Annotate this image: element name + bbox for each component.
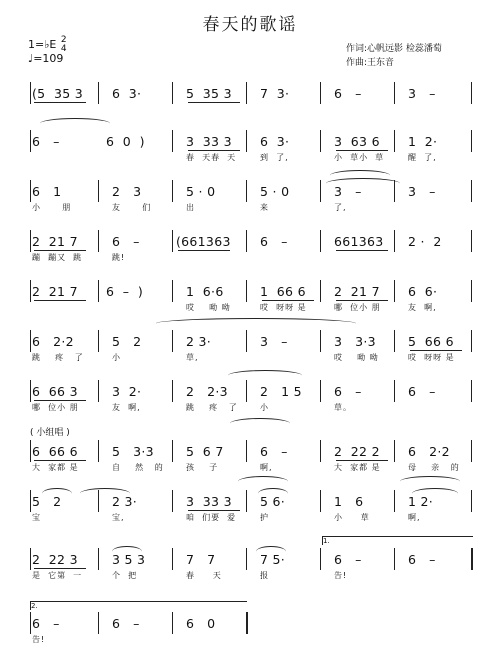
measure-notes: (5 35 3	[32, 86, 84, 101]
barline	[30, 230, 31, 252]
staff-row	[30, 130, 472, 170]
beam-underline	[34, 460, 86, 461]
measure-notes: 3 –	[334, 184, 362, 199]
barline	[30, 548, 31, 570]
measure-notes: 3 33 3	[186, 494, 232, 509]
measure-notes: 3 63 6	[334, 134, 380, 149]
lyricist-credit: 作词:心帆远影 检蕊潘萄	[346, 44, 442, 54]
measure-notes: 2 22 3	[32, 552, 78, 567]
beam-underline	[34, 300, 86, 301]
barline	[471, 440, 472, 462]
measure-notes: 1 2·	[408, 494, 434, 509]
barline	[320, 490, 321, 512]
slur-arc	[42, 488, 72, 499]
lyric-text: 啊,	[260, 463, 273, 472]
barline	[246, 180, 247, 202]
lyric-text: 孩 子	[186, 463, 219, 472]
staff-row	[30, 180, 472, 220]
lyric-text: 草,	[186, 353, 199, 362]
barline	[471, 380, 472, 402]
measure-notes: 2 21 7	[32, 284, 78, 299]
barline	[394, 380, 395, 402]
beam-underline	[188, 150, 240, 151]
lyric-text: 小 草	[334, 513, 370, 522]
measure-notes: 6 –	[408, 552, 436, 567]
measure-notes: 1 6·6	[186, 284, 224, 299]
barline	[30, 82, 31, 104]
barline	[246, 440, 247, 462]
beam-underline	[34, 400, 86, 401]
barline	[172, 280, 173, 302]
lyric-text: 告!	[334, 571, 348, 580]
measure-notes: 1 6	[334, 494, 364, 509]
measure-notes: 6 – )	[106, 284, 144, 299]
beam-underline	[34, 250, 86, 251]
lyric-text: 友 啊,	[112, 403, 141, 412]
barline	[246, 130, 247, 152]
lyric-text: 跳 疼 了	[186, 403, 238, 412]
measure-notes: 2 22 2	[334, 444, 380, 459]
song-title: 春天的歌谣	[202, 15, 298, 35]
barline	[172, 548, 173, 570]
volta-bracket-2	[30, 601, 247, 610]
key-label: 1=♭E	[28, 38, 57, 51]
measure-notes: 6 0 )	[106, 134, 145, 149]
barline	[30, 612, 31, 634]
lyric-text: 哪 位小 朋	[334, 303, 381, 312]
lyric-text: 哎 呀呀 是	[260, 303, 307, 312]
lyric-text: 个 把	[112, 571, 138, 580]
measure-notes: 3 –	[408, 86, 436, 101]
barline	[172, 230, 173, 252]
barline	[320, 180, 321, 202]
barline	[98, 440, 99, 462]
beam-underline	[188, 510, 240, 511]
barline	[246, 490, 247, 512]
lyric-text: 蹦 蹦又 跳	[32, 253, 83, 262]
barline	[394, 230, 395, 252]
beam-underline	[34, 102, 86, 103]
barline	[320, 380, 321, 402]
barline	[320, 330, 321, 352]
lyric-text: 草。	[334, 403, 352, 412]
measure-notes: 5 2	[32, 494, 62, 509]
measure-notes: 5 · 0	[260, 184, 290, 199]
lyric-text: 是 它第 一	[32, 571, 83, 580]
staff-row	[30, 380, 472, 420]
beam-underline	[336, 300, 388, 301]
measure-notes: 2 1 5	[260, 384, 302, 399]
measure-notes: 6 –	[112, 616, 140, 631]
measure-notes: 5 6 7	[186, 444, 224, 459]
measure-notes: 3 3·3	[334, 334, 376, 349]
measure-notes: 3 5 3	[112, 552, 146, 567]
barline	[30, 180, 31, 202]
lyric-text: 自 然 的	[112, 463, 164, 472]
barline	[394, 330, 395, 352]
staff-row	[30, 612, 472, 652]
barline	[320, 440, 321, 462]
barline	[246, 380, 247, 402]
measure-notes: 7 5·	[260, 552, 286, 567]
measure-notes: 3 2·	[112, 384, 142, 399]
barline	[30, 380, 31, 402]
slur-arc	[256, 546, 286, 557]
slur-arc	[400, 476, 460, 487]
lyric-text: 小 朋	[32, 203, 72, 212]
beam-underline	[336, 250, 388, 251]
barline	[98, 280, 99, 302]
barline	[172, 612, 173, 634]
measure-notes: 2 · 2	[408, 234, 442, 249]
measure-notes: 6 –	[260, 444, 288, 459]
beam-underline	[262, 300, 314, 301]
lyric-text: 宝	[32, 513, 41, 522]
lyric-text: 春 天	[186, 571, 222, 580]
measure-notes: 6 –	[334, 384, 362, 399]
barline	[30, 490, 31, 512]
lyric-text: 春 天春 天	[186, 153, 237, 162]
measure-notes: 6 3·	[260, 134, 290, 149]
lyric-text: 出	[186, 203, 195, 212]
measure-notes: 7 7	[186, 552, 216, 567]
barline	[246, 82, 247, 104]
measure-notes: 3 –	[408, 184, 436, 199]
measure-notes: 2 3·	[186, 334, 212, 349]
measure-notes: 6 2·2	[408, 444, 450, 459]
barline	[471, 330, 472, 352]
lyric-text: 咱 们要 爱	[186, 513, 237, 522]
barline	[394, 130, 395, 152]
barline	[320, 548, 321, 570]
barline	[98, 230, 99, 252]
measure-notes: 5 6·	[260, 494, 286, 509]
barline	[320, 130, 321, 152]
beam-underline	[336, 460, 388, 461]
measure-notes: 5 · 0	[186, 184, 216, 199]
lyric-text: 哪 位小 朋	[32, 403, 79, 412]
lyric-text: 哎 呦 呦	[334, 353, 379, 362]
measure-notes: 2 3·	[112, 494, 138, 509]
barline	[320, 230, 321, 252]
measure-notes: 2 21 7	[32, 234, 78, 249]
measure-notes: 7 3·	[260, 86, 290, 101]
measure-notes: 6 1	[32, 184, 62, 199]
tempo-marking: ♩=109	[28, 52, 64, 65]
barline	[394, 82, 395, 104]
barline	[246, 548, 247, 570]
barline	[471, 490, 472, 512]
measure-notes: 6 3·	[112, 86, 142, 101]
measure-notes: 3 33 3	[186, 134, 232, 149]
slur-arc	[238, 476, 288, 487]
lyric-text: 宝,	[112, 513, 125, 522]
barline	[246, 230, 247, 252]
lyric-text: 母 亲 的	[408, 463, 460, 472]
meter-denominator: 4	[60, 44, 67, 54]
lyric-text: 了,	[334, 203, 347, 212]
volta-1-label: 1.	[323, 537, 330, 545]
slur-arc	[112, 546, 142, 557]
slur-arc	[80, 488, 130, 499]
measure-notes: 6 –	[260, 234, 288, 249]
staff-row	[30, 440, 472, 480]
lyric-text: 大 家都 是	[334, 463, 381, 472]
barline	[172, 82, 173, 104]
beam-underline	[34, 568, 86, 569]
barline	[471, 130, 472, 152]
measure-notes: 6 0	[186, 616, 216, 631]
barline	[471, 82, 472, 104]
section-label: ( 小组唱 )	[30, 428, 70, 438]
lyric-text: 跳!	[112, 253, 126, 262]
slur-arc	[412, 488, 458, 499]
barline	[172, 330, 173, 352]
lyric-text: 护	[260, 513, 269, 522]
beam-underline	[178, 250, 230, 251]
barline	[394, 280, 395, 302]
measure-notes: 5 66 6	[408, 334, 454, 349]
barline	[471, 230, 472, 252]
barline	[320, 280, 321, 302]
beam-underline	[410, 350, 462, 351]
measure-notes: 6 –	[32, 134, 60, 149]
barline	[172, 380, 173, 402]
credits	[346, 42, 442, 70]
measure-notes: 2 21 7	[334, 284, 380, 299]
barline	[98, 82, 99, 104]
barline	[172, 180, 173, 202]
barline	[471, 180, 472, 202]
slur-arc	[156, 318, 356, 329]
barline	[98, 548, 99, 570]
barline	[394, 548, 395, 570]
lyric-text: 告!	[32, 635, 46, 644]
lyric-text: 友 啊,	[408, 303, 437, 312]
staff-row	[30, 230, 472, 270]
barline	[98, 330, 99, 352]
lyric-text: 报	[260, 571, 269, 580]
measure-notes: 6 6·	[408, 284, 438, 299]
barline	[172, 130, 173, 152]
slur-arc	[330, 170, 390, 181]
staff-row	[30, 330, 472, 370]
slur-arc	[230, 418, 290, 429]
composer-credit: 作曲:王东音	[346, 58, 395, 68]
lyric-text: 跳 疼 了	[32, 353, 84, 362]
lyric-text: 小	[260, 403, 269, 412]
beam-underline	[188, 102, 240, 103]
measure-notes: 6 66 6	[32, 444, 78, 459]
staff-row	[30, 82, 472, 122]
measure-notes: 5 2	[112, 334, 142, 349]
meter-numerator: 2	[60, 35, 67, 45]
lyric-text: 小	[112, 353, 121, 362]
measure-notes: 6 –	[334, 86, 362, 101]
measure-notes: 661363	[334, 234, 384, 249]
barline	[246, 612, 248, 634]
measure-notes: 6 –	[32, 616, 60, 631]
measure-notes: 3 –	[260, 334, 288, 349]
slur-arc	[258, 488, 288, 499]
volta-2-label: 2.	[31, 602, 38, 610]
barline	[471, 548, 473, 570]
barline	[172, 490, 173, 512]
lyric-text: 醒 了,	[408, 153, 437, 162]
measure-notes: (661363	[176, 234, 231, 249]
measure-notes: 5 35 3	[186, 86, 232, 101]
barline	[394, 490, 395, 512]
barline	[98, 612, 99, 634]
lyric-text: 小 草小 草	[334, 153, 385, 162]
measure-notes: 2 3	[112, 184, 142, 199]
barline	[98, 380, 99, 402]
staff-row	[30, 548, 472, 588]
measure-notes: 6 –	[408, 384, 436, 399]
barline	[471, 280, 472, 302]
lyric-text: 哎 呦 呦	[186, 303, 231, 312]
barline	[30, 440, 31, 462]
lyric-text: 啊,	[408, 513, 421, 522]
measure-notes: 1 66 6	[260, 284, 306, 299]
measure-notes: 1 2·	[408, 134, 438, 149]
slur-arc	[228, 370, 302, 381]
barline	[172, 440, 173, 462]
barline	[98, 180, 99, 202]
barline	[246, 280, 247, 302]
barline	[30, 280, 31, 302]
beam-underline	[336, 150, 388, 151]
barline	[394, 440, 395, 462]
barline	[320, 82, 321, 104]
volta-bracket-1	[322, 536, 473, 545]
measure-notes: 6 –	[334, 552, 362, 567]
barline	[30, 130, 31, 152]
lyric-text: 来	[260, 203, 269, 212]
measure-notes: 2 2·3	[186, 384, 228, 399]
barline	[246, 330, 247, 352]
lyric-text: 友 们	[112, 203, 152, 212]
barline	[30, 330, 31, 352]
measure-notes: 6 2·2	[32, 334, 74, 349]
measure-notes: 5 3·3	[112, 444, 154, 459]
lyric-text: 大 家都 是	[32, 463, 79, 472]
measure-notes: 6 –	[112, 234, 140, 249]
slur-arc	[40, 118, 110, 129]
staff-row	[30, 280, 472, 320]
lyric-text: 哎 呀呀 是	[408, 353, 455, 362]
measure-notes: 6 66 3	[32, 384, 78, 399]
lyric-text: 到 了,	[260, 153, 289, 162]
